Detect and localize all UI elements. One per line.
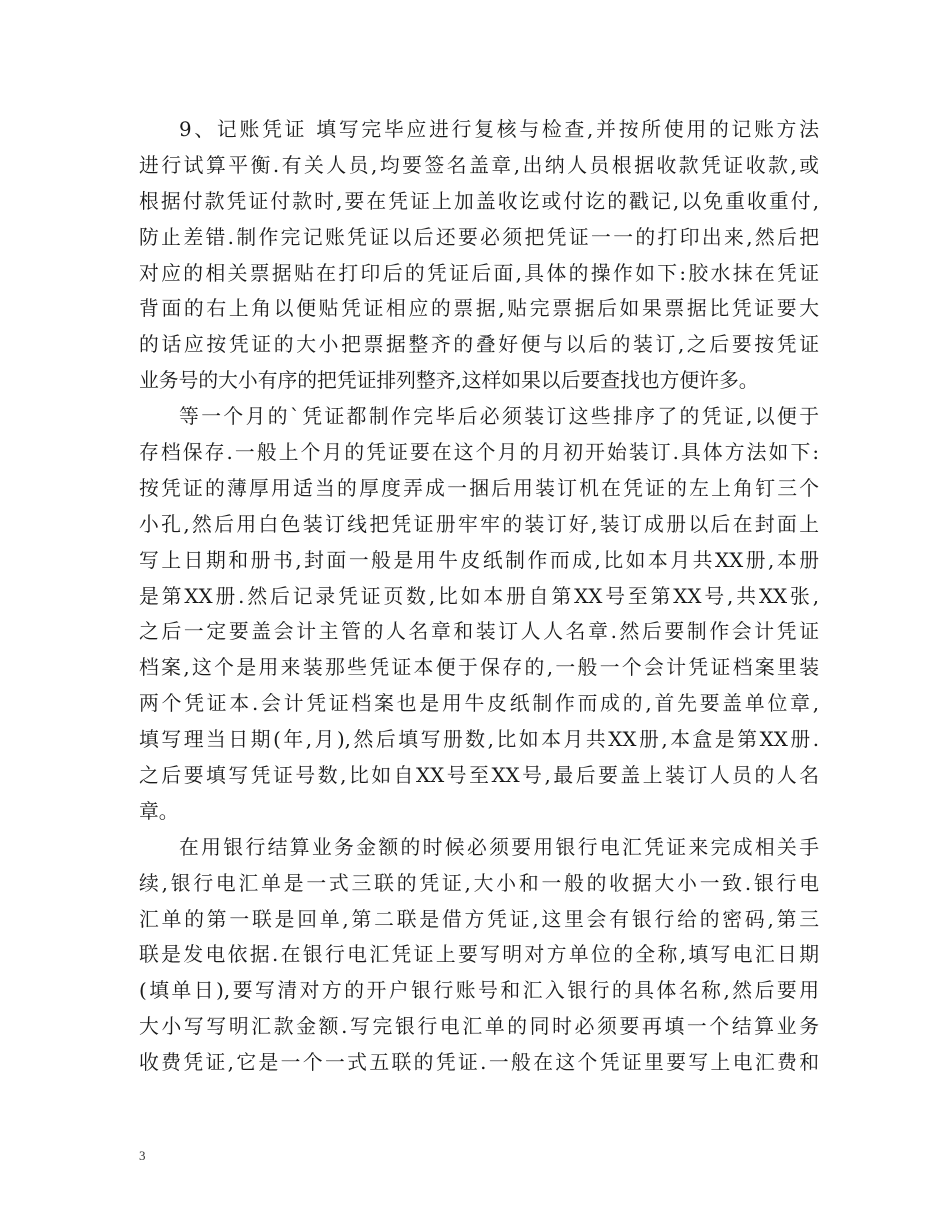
text-line: 收费凭证,它是一个一式五联的凭证.一般在这个凭证里要写上电汇费和	[139, 1051, 819, 1075]
paragraph-2	[139, 399, 819, 830]
text-line: 之后一定要盖会计主管的人名章和装订人人名章.然后要制作会计凭证	[139, 620, 819, 644]
text-line: 两个凭证本.会计凭证档案也是用牛皮纸制作而成的,首先要盖单位章,	[139, 692, 819, 716]
text-line: 业务号的大小有序的把凭证排列整齐,这样如果以后要查找也方便许多。	[139, 369, 759, 393]
text-line: 汇单的第一联是回单,第二联是借方凭证,这里会有银行给的密码,第三	[139, 907, 819, 931]
text-line: (填单日),要写清对方的开户银行账号和汇入银行的具体名称,然后要用	[139, 979, 819, 1003]
text-line: 大小写写明汇款金额.写完银行电汇单的同时必须要再填一个结算业务	[139, 1015, 819, 1039]
text-line: 防止差错.制作完记账凭证以后还要必须把凭证一一的打印出来,然后把	[139, 225, 819, 249]
text-line: 小孔,然后用白色装订线把凭证册牢牢的装订好,装订成册以后在封面上	[139, 512, 819, 536]
text-line: 进行试算平衡.有关人员,均要签名盖章,出纳人员根据收款凭证收款,或	[139, 153, 819, 177]
text-line: 9、记账凭证 填写完毕应进行复核与检查,并按所使用的记账方法	[179, 118, 819, 141]
text-line: 续,银行电汇单是一式三联的凭证,大小和一般的收据大小一致.银行电	[139, 871, 819, 895]
text-line: 背面的右上角以便贴凭证相应的票据,贴完票据后如果票据比凭证要大	[139, 297, 819, 321]
text-line: 的话应按凭证的大小把票据整齐的叠好便与以后的装订,之后要按凭证	[139, 333, 819, 357]
text-line: 存档保存.一般上个月的凭证要在这个月的月初开始装订.具体方法如下:	[139, 441, 819, 465]
text-line: 等一个月的`凭证都制作完毕后必须装订这些排序了的凭证,以便于	[179, 405, 819, 429]
text-line: 对应的相关票据贴在打印后的凭证后面,具体的操作如下:胶水抹在凭证	[139, 261, 819, 285]
text-line: 在用银行结算业务金额的时候必须要用银行电汇凭证来完成相关手	[179, 835, 819, 859]
document-body	[139, 112, 819, 1081]
text-line: 之后要填写凭证号数,比如自XX号至XX号,最后要盖上装订人员的人名	[139, 764, 819, 788]
text-line: 填写理当日期(年,月),然后填写册数,比如本月共XX册,本盒是第XX册.	[139, 728, 819, 752]
text-line: 根据付款凭证付款时,要在凭证上加盖收讫或付讫的戳记,以免重收重付,	[139, 189, 819, 213]
paragraph-3	[139, 830, 819, 1081]
text-line: 档案,这个是用来装那些凭证本便于保存的,一般一个会计凭证档案里装	[139, 656, 819, 680]
page-number: 3	[139, 1148, 146, 1163]
text-line: 联是发电依据.在银行电汇凭证上要写明对方单位的全称,填写电汇日期	[139, 943, 819, 967]
paragraph-1	[139, 112, 819, 399]
text-line: 按凭证的薄厚用适当的厚度弄成一捆后用装订机在凭证的左上角钉三个	[139, 476, 819, 500]
text-line: 是第XX册.然后记录凭证页数,比如本册自第XX号至第XX号,共XX张,	[139, 584, 819, 608]
text-line: 章。	[139, 799, 179, 823]
text-line: 写上日期和册书,封面一般是用牛皮纸制作而成,比如本月共XX册,本册	[139, 548, 819, 572]
